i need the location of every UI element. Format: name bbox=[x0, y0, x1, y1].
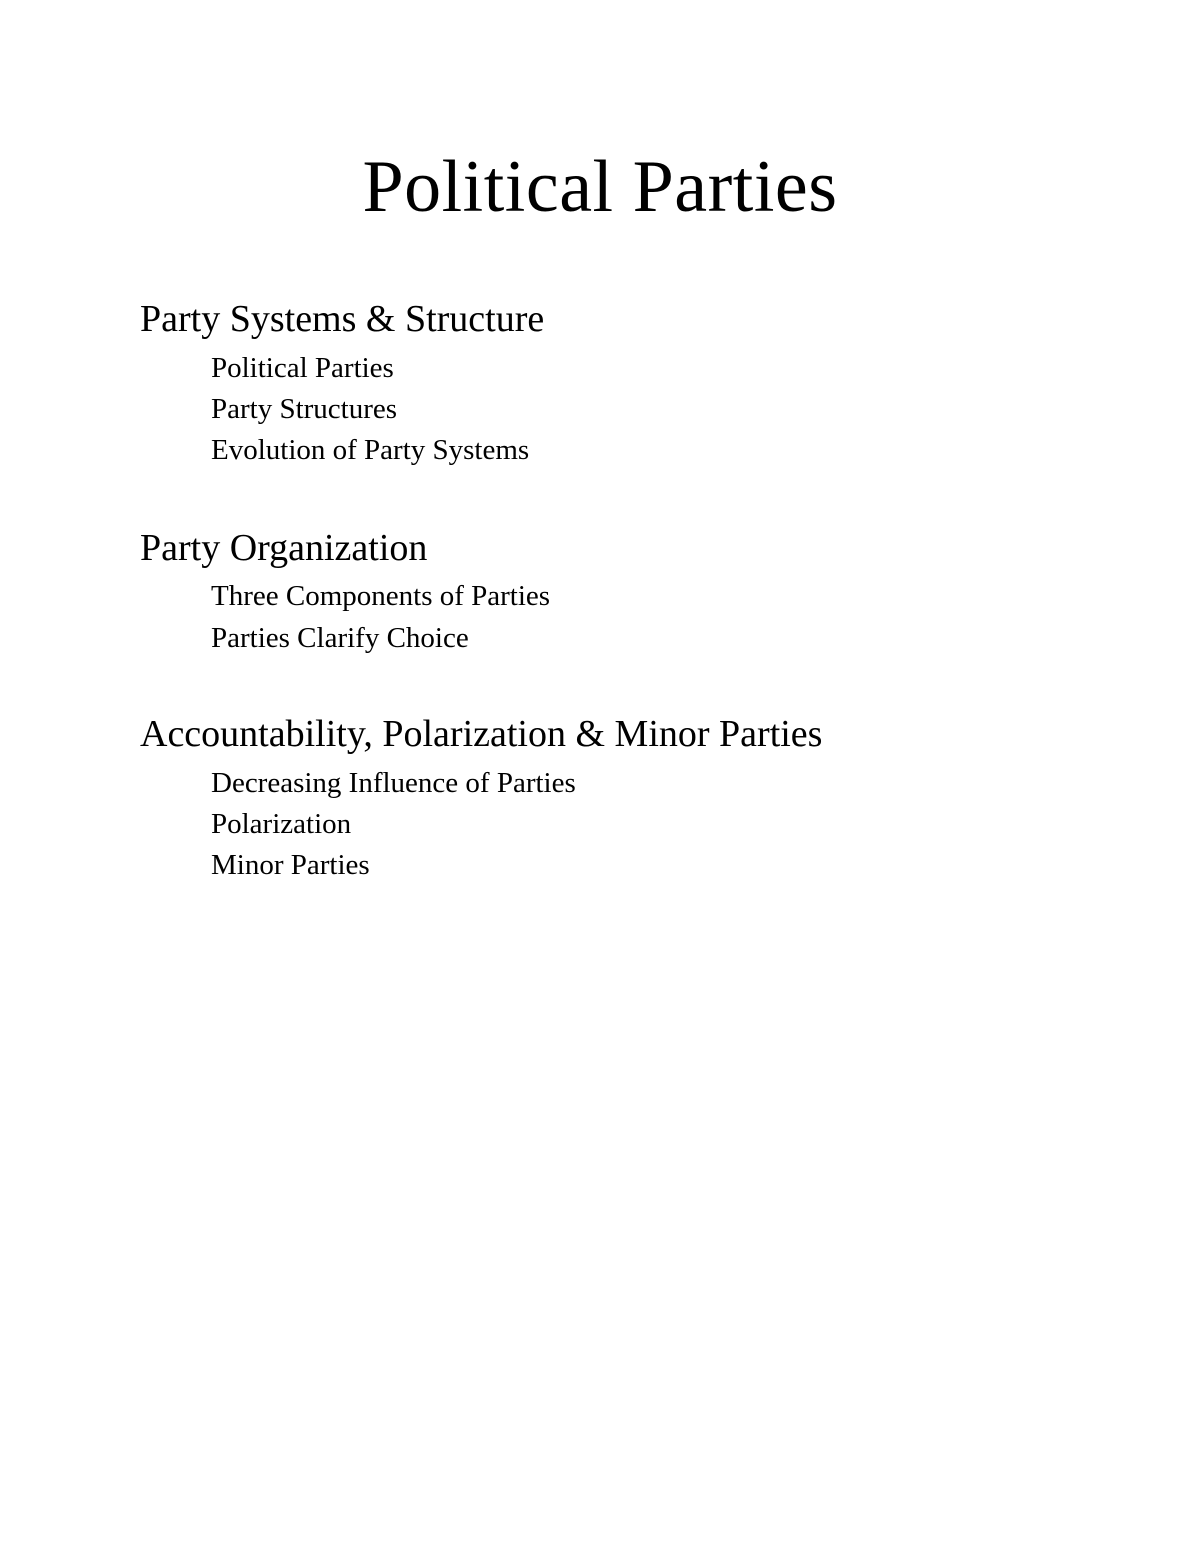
outline-item bbox=[0, 395, 900, 429]
outline-item bbox=[0, 851, 900, 885]
outline-item bbox=[0, 582, 900, 616]
outline-item-text: Evolution of Party Systems bbox=[211, 434, 530, 466]
outline-item-text: Polarization bbox=[211, 808, 352, 840]
section-heading: Accountability, Polarization & Minor Parties bbox=[140, 713, 823, 755]
section-heading: Party Organization bbox=[140, 527, 428, 569]
outline-item bbox=[0, 436, 900, 470]
outline-item bbox=[0, 624, 900, 658]
outline-item-text: Party Structures bbox=[211, 393, 398, 425]
outline-item-text: Political Parties bbox=[211, 352, 394, 384]
outline-item bbox=[0, 769, 900, 803]
outline-item bbox=[0, 810, 900, 844]
outline-item-text: Decreasing Influence of Parties bbox=[211, 767, 576, 799]
outline-item bbox=[0, 354, 900, 388]
outline-item-text: Minor Parties bbox=[211, 849, 370, 881]
outline-item-text: Three Components of Parties bbox=[211, 580, 551, 612]
outline-item-text: Parties Clarify Choice bbox=[211, 622, 469, 654]
section-heading: Party Systems & Structure bbox=[140, 298, 545, 340]
page-title: Political Parties bbox=[362, 146, 838, 228]
